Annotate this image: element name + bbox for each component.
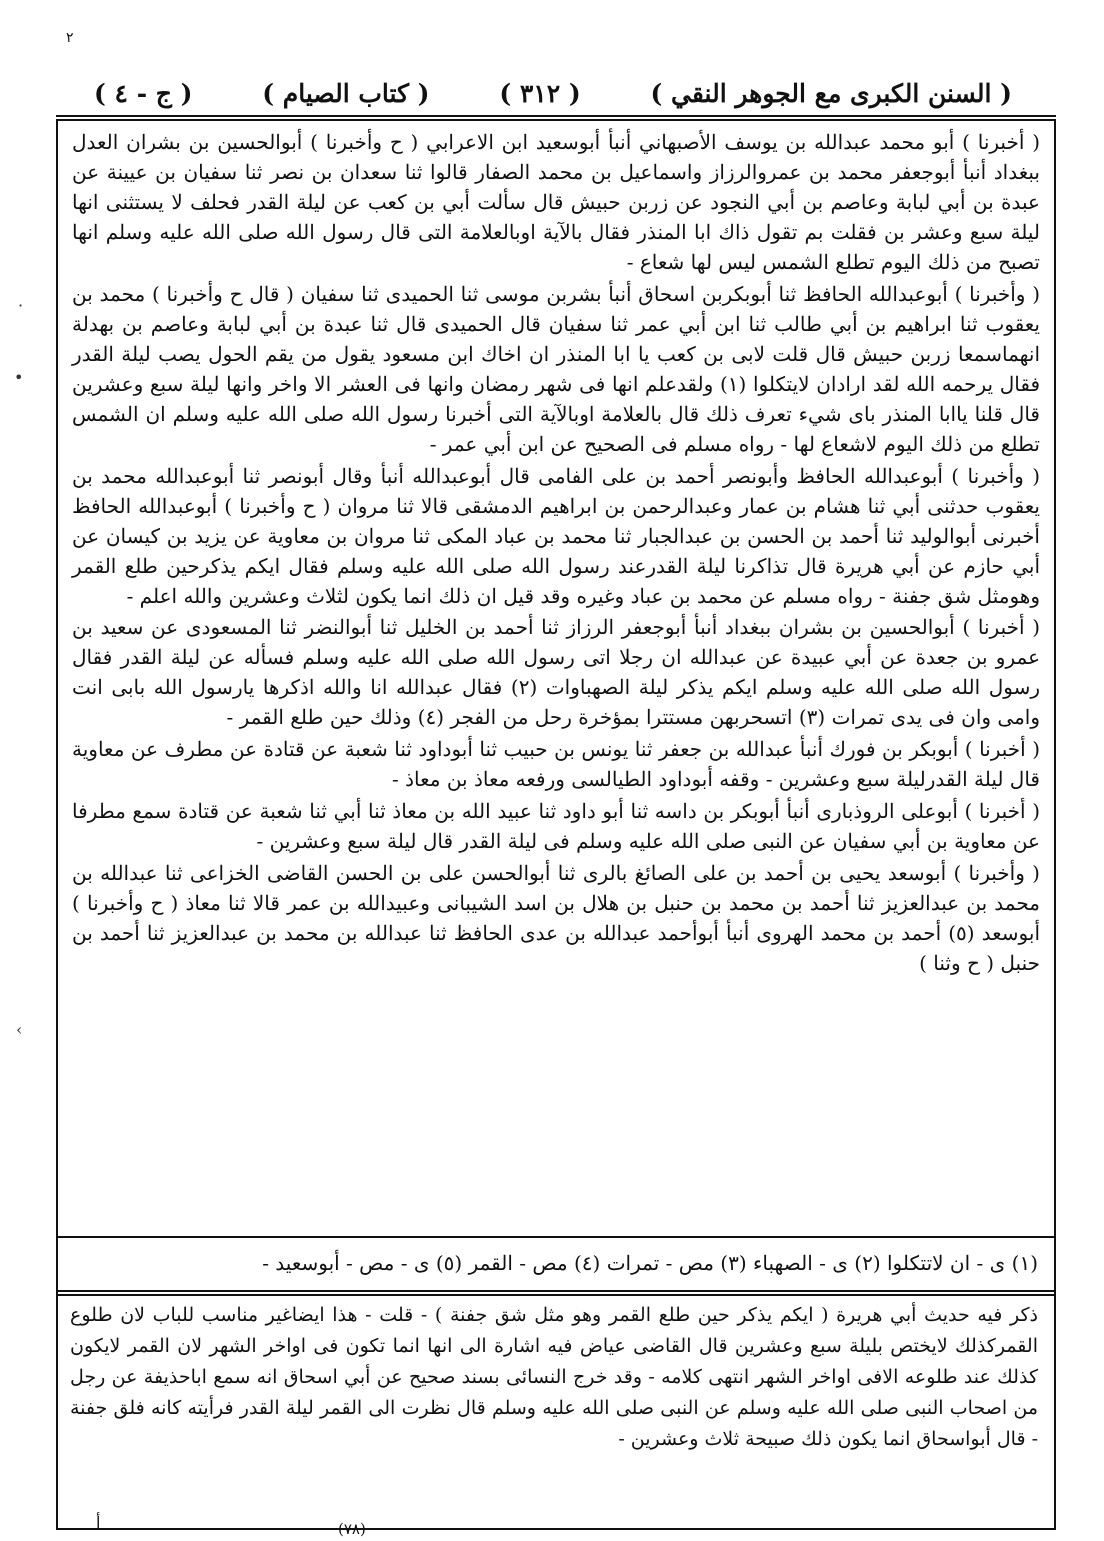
hadith-paragraph: ( أخبرنا ) أبوعلى الروذبارى أنبأ أبوبكر بن داسه ثنا أبو داود ثنا عبيد الله بن معاذ ثنا أبي ثنا شعبة عن قتادة سمع مطرفا عن معاوية بن أبي سفيان عن النبى صلى الله عليه وسلم فى ليلة القدر قال ليلة سبع وعشرين - [72,798,1040,853]
hadith-paragraph: ( وأخبرنا ) أبوسعد يحيى بن أحمد بن على الصائغ بالرى ثنا أبوالحسن على بن الحسن القاضى الخزاعى ثنا عبدالله بن محمد بن عبدالعزيز ثنا أحمد بن محمد بن حنبل بن هلال بن اسد الشيبانى وعبيدالله بن عمر قالا ثنا معاذ ( ح وأخبرنا ) أبوسعد (٥) أحمد بن محمد الهروى أنبأ أبوأحمد عبدالله بن عدى الحافظ ثنا عبدالله بن محمد بن عبدالعزيز ثنا أحمد بن حنبل ( ح وثنا ) [72,860,1040,975]
commentary-text: ذكر فيه حديث أبي هريرة ( ايكم يذكر حين طلع القمر وهو مثل شق جفنة ) - قلت - هذا ايضاغير مناسب للباب لان طلوع القمركذلك لايختص بليلة سبع وعشرين قال القاضى عياض فيه اشارة الى انها انما تكون فى اواخر الشهر لان القمر لايكون كذلك عند طلوعه الافى اواخر الشهر انتهى كلامه - وقد خرج النسائى بسند صحيح عن أبي اسحاق انه سمع اباحذيفة عن رجل من اصحاب النبى صلى الله عليه وسلم عن النبى صلى الله عليه وسلم قال نظرت الى القمر ليلة القدر فرأيته كانه فلق جفنة - قال أبواسحاق انما يكون ذلك صبيحة ثلاث وعشرين - [70,1304,1038,1450]
hadith-paragraph: ( أخبرنا ) أبو محمد عبدالله بن يوسف الأصبهاني أنبأ أبوسعيد ابن الاعرابي ( ح وأخبرنا ) أبوالحسين بن بشران العدل ببغداد أنبأ أبوجعفر محمد بن عمروالرزاز واسماعيل بن محمد الصفار قالوا ثنا سعدان بن نصر ثنا سفيان بن عيينة عن عبدة بن أبي لبابة وعاصم بن أبي النجود عن زربن حبيش قال سألت أبي بن كعب عن ليلة القدر فحلف لا يستثنى انها ليلة سبع وعشر بن فقلت بم تقول ذاك ابا المنذر فقال بالآية اوبالعلامة التى قال رسول الله صلى الله عليه وسلم انها تصبح من ذلك اليوم تطلع الشمس ليس لها شعاع - [72,130,1040,274]
bottom-left-mark: أ [96,1513,101,1532]
volume-number: ( ج - ٤ ) [94,78,193,108]
hadith-paragraph: ( وأخبرنا ) أبوعبدالله الحافظ ثنا أبوبكربن اسحاق أنبأ بشربن موسى ثنا الحميدى ثنا سفيان ( قال ح وأخبرنا ) محمد بن يعقوب ثنا ابراهيم بن أبي طالب ثنا ابن أبي عمر ثنا سفيان قال الحميدى قال ثنا عبدة بن أبي لبابة وعاصم بن بهدلة انهماسمعا زربن حبيش قال قلت لابى بن كعب يا ابا المنذر ان اخاك ابن مسعود يقول من يقم الحول يصب ليلة القدر فقال يرحمه الله لقد ارادان لايتكلوا (١) ولقدعلم انها فى شهر رمضان وانها فى العشر الا واخر وانها ليلة سبع وعشرين قال قلنا ياابا المنذر باى شيء تعرف ذلك قال بالعلامة اوبالآية التى أخبرنا رسول الله صلى الله عليه وسلم ان الشمس تطلع من ذلك اليوم لاشعاع لها - رواه مسلم فى الصحيح عن ابن أبي عمر - [72,281,1041,456]
margin-dot: · [18,296,24,315]
margin-dot: ‹ [16,1020,23,1039]
chapter-title: ( كتاب الصيام ) [262,78,430,108]
header-rule [56,115,1056,117]
bottom-number: (٧٨) [338,1520,366,1538]
page-header [94,72,1012,114]
book-title: ( السنن الكبرى مع الجوهر النقي ) [650,78,1012,108]
commentary-section [70,1300,1038,1455]
corner-mark: ٢ [66,30,74,46]
footnotes: (١) ى - ان لاتتكلوا (٢) ى - الصهباء (٣) مص - تمرات (٤) مص - القمر (٥) ى - مص - أبوسعيد - [262,1251,1038,1275]
commentary-separator [56,1290,1056,1292]
hadith-paragraph: ( أخبرنا ) أبوبكر بن فورك أنبأ عبدالله بن جعفر ثنا يونس بن حبيب ثنا أبوداود ثنا شعبة عن قتادة عن مطرف عن معاوية قال ليلة القدرليلة سبع وعشرين - وقفه أبوداود الطيالسى ورفعه معاذ بن معاذ - [72,737,1040,792]
hadith-paragraph: ( وأخبرنا ) أبوعبدالله الحافظ وأبونصر أحمد بن على الفامى قال أبوعبدالله أنبأ وقال أبونصر ثنا أبوعبدالله محمد بن يعقوب حدثنى أبي ثنا هشام بن عمار وعبدالرحمن بن ابراهيم الدمشقى قالا ثنا مروان ( ح وأخبرنا ) أبوعبدالله الحافظ أخبرنى أبوالوليد ثنا أحمد بن الحسن بن عبدالجبار ثنا محمد بن عباد المكى ثنا مروان بن معاوية عن يزيد بن كيسان عن أبي حازم عن أبي هريرة قال تذاكرنا ليلة القدرعند رسول الله صلى الله عليه وسلم فقال ايكم يذكرحين طلع القمر وهومثل شق جفنة - رواه مسلم عن محمد بن عباد وغيره وقد قيل ان ذلك انما يكون لثلاث وعشرين والله اعلم - [72,463,1040,608]
page-number: ( ٣١٢ ) [499,78,581,108]
hadith-paragraph: ( أخبرنا ) أبوالحسين بن بشران ببغداد أنبأ أبوجعفر الرزاز ثنا أحمد بن الخليل ثنا أبوالنضر ثنا المسعودى عن سعيد بن عمرو بن جعدة عن أبي عبيدة عن عبدالله ان رجلا اتى رسول الله صلى الله عليه وسلم فسأله عن ليلة القدر فقال رسول الله صلى الله عليه وسلم ايكم يذكر ليلة الصهباوات (٢) فقال عبدالله انا والله اذكرها يارسول الله بابى انت وامى وان فى يدى تمرات (٣) اتسحربهن مستترا بمؤخرة رحل من الفجر (٤) وذلك حين طلع القمر - [72,615,1040,730]
commentary-separator-double [56,1294,1056,1296]
margin-dot: • [14,368,24,387]
